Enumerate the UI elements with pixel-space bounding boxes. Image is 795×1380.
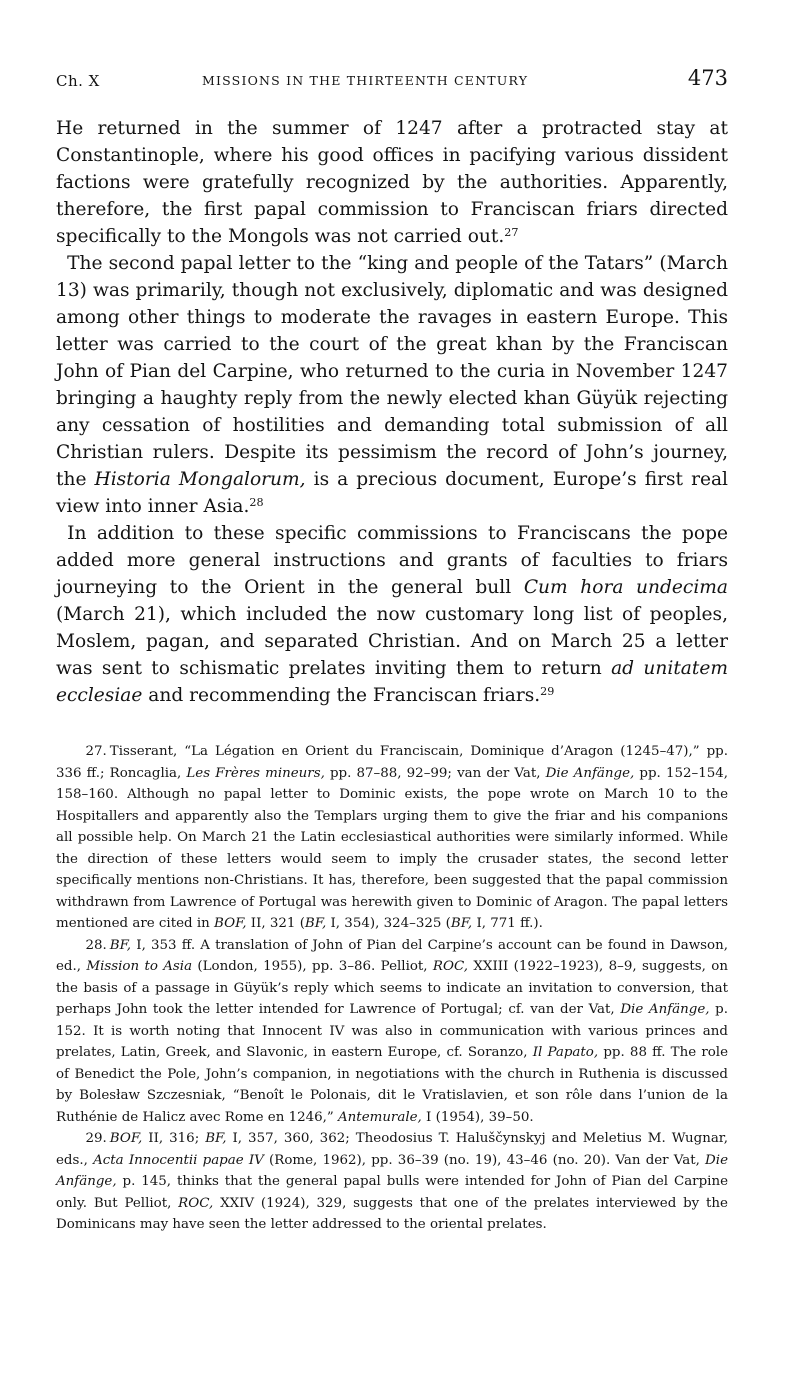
text-run: is a precious document, Europe’s first real view into inner Asia.: [56, 469, 728, 517]
italic-text: Les Frères mineurs,: [186, 765, 325, 781]
chapter-label: Ch. X: [56, 72, 100, 90]
paragraph: [56, 250, 728, 520]
text-run: (London, 1955), pp. 3–86. Pelliot,: [192, 959, 433, 974]
footnote-ref: 27: [504, 225, 519, 239]
text-run: II, 321 (: [246, 916, 305, 931]
italic-text: BOF,: [214, 916, 247, 931]
footnote: [56, 1128, 728, 1236]
italic-text: Il Papato,: [532, 1045, 599, 1060]
footnote: [56, 741, 728, 935]
text-run: I, 357, 360, 362; Theodosius T. Haluščynskyj and Meletius M. Wugnar, eds.,: [56, 1131, 728, 1168]
italic-text: Mission to Asia: [86, 959, 193, 974]
footnotes: [56, 741, 728, 1236]
paragraph: [56, 520, 728, 709]
text-run: I, 771 ff.).: [472, 916, 543, 931]
footnote-number: 28.: [85, 937, 107, 953]
italic-text: ad unitatem ecclesiae: [56, 658, 728, 706]
running-header: [56, 66, 728, 96]
footnote: [56, 935, 728, 1129]
italic-text: Acta Innocentii papae IV: [93, 1152, 264, 1168]
text-run: I, 353 ff. A translation of John of Pian del Carpine’s account can be found in Dawson, ed.,: [56, 937, 728, 974]
italic-text: Antemurale,: [338, 1109, 422, 1125]
italic-text: BF,: [205, 1131, 227, 1146]
footnote-ref: 28: [249, 495, 264, 509]
text-run: (Rome, 1962), pp. 36–39 (no. 19), 43–46 (no. 20). Van der Vat,: [263, 1152, 706, 1168]
footnote-number: 27.: [85, 744, 107, 759]
page-number: 473: [687, 66, 728, 90]
italic-text: Historia Mongalorum,: [94, 469, 306, 490]
footnote-ref: 29: [540, 684, 555, 698]
text-run: p. 145, thinks that the general papal bulls were intended for John of Pian del Carpine only. But Pelliot,: [56, 1174, 728, 1211]
italic-text: BF,: [450, 916, 473, 931]
italic-text: BF,: [109, 937, 132, 953]
running-title: MISSIONS IN THE THIRTEENTH CENTURY: [202, 73, 529, 88]
footnote-number: 29.: [85, 1131, 107, 1146]
italic-text: Die Anfänge,: [620, 1002, 710, 1017]
text-run: pp. 88 ff. The role of Benedict the Pole, John’s companion, in negotiations with the church in Ruthenia is discussed by Bolesław Szczesniak, “Benoît le Polonais, dit le Vratislavien, et son rôle dans l’union de la Ruthénie de Halicz avec Rome en 1246,”: [56, 1045, 728, 1125]
text-run: pp. 87–88, 92–99; van der Vat,: [324, 765, 546, 781]
text-run: Tisserant, “La Légation en Orient du Franciscain, Dominique d’Aragon (1245–47),” pp. 336 ff.; Roncaglia,: [56, 744, 728, 781]
text-run: The second papal letter to the “king and people of the Tatars” (March 13) was primarily, though not exclusively, diplomatic and was designed among other things to moderate the ravages in eastern Europe. This letter was carried to the court of the great khan by the Franciscan John of Pian del Carpine, who returned to the curia in November 1247 bringing a haughty reply from the newly elected khan Güyük rejecting any cessation of hostilities and demanding total submission of all Christian rulers. Despite its pessimism the record of John’s journey, the: [56, 253, 728, 490]
italic-text: ROC,: [178, 1195, 214, 1211]
text-run: (March 21), which included the now customary long list of peoples, Moslem, pagan, and separated Christian. And on March 25 a letter was sent to schismatic prelates inviting them to return: [56, 604, 728, 679]
text-run: In addition to these specific commissions to Franciscans the pope added more general instructions and grants of faculties to friars journeying to the Orient in the general bull: [56, 523, 728, 598]
italic-text: Die Anfänge,: [545, 765, 635, 781]
text-run: and recommending the Franciscan friars.: [142, 685, 541, 706]
paragraph: [56, 115, 728, 250]
italic-text: BOF,: [109, 1131, 143, 1146]
text-run: p. 152. It is worth noting that Innocent IV was also in communication with various princes and prelates, Latin, Greek, and Slavonic, in eastern Europe, cf. Soranzo,: [56, 1002, 729, 1060]
text-run: XXIII (1922–1923), 8–9, suggests, on the basis of a passage in Güyük’s reply which seems to indicate an invitation to conversion, that perhaps John took the letter intended for Lawrence of Portugal; cf. van der Vat,: [56, 959, 728, 1017]
text-run: He returned in the summer of 1247 after a protracted stay at Constantinople, where his good offices in pacifying various dissident factions were gratefully recognized by the authorities. Apparently, therefore, the first papal commission to Franciscan friars directed specifically to the Mongols was not carried out.: [56, 118, 728, 247]
text-run: I, 354), 324–325 (: [326, 916, 451, 931]
italic-text: ROC,: [432, 959, 469, 974]
text-run: XXIV (1924), 329, suggests that one of the prelates interviewed by the Dominicans may have seen the letter addressed to the oriental prelates.: [56, 1195, 728, 1232]
italic-text: Cum hora undecima: [523, 577, 728, 598]
text-run: II, 316;: [142, 1131, 206, 1146]
body-text: [56, 115, 728, 709]
italic-text: Die Anfänge,: [56, 1152, 728, 1189]
text-run: pp. 152–154, 158–160. Although no papal letter to Dominic exists, the pope wrote on March 10 to the Hospitallers and apparently also the Templars urging them to give the friar and his companions all possible help. On March 21 the Latin ecclesiastical authorities were similarly informed. While the direction of these letters would seem to imply the crusader states, the second letter specifically mentions non-Christians. It has, therefore, been suggested that the papal commission withdrawn from Lawrence of Portugal was herewith given to Dominic of Aragon. The papal letters mentioned are cited in: [56, 765, 729, 931]
italic-text: BF,: [304, 916, 327, 931]
text-run: I (1954), 39–50.: [421, 1109, 534, 1125]
